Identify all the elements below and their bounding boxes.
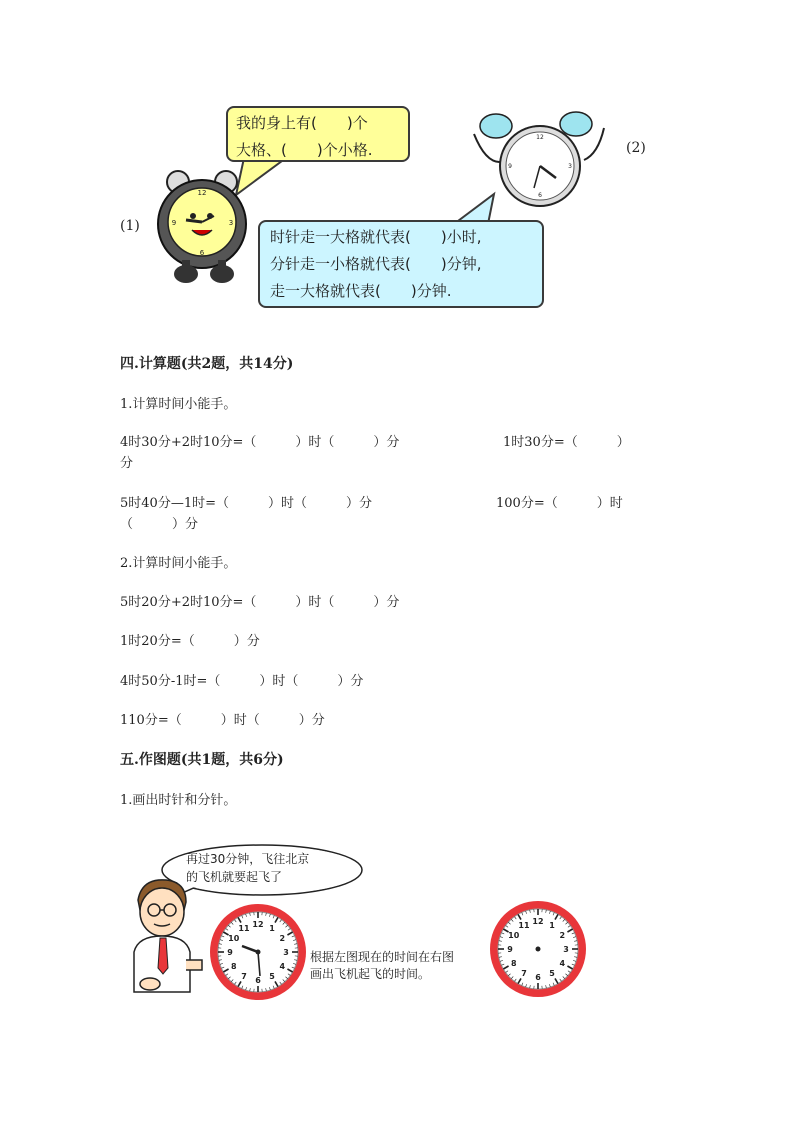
clock-number: 2	[559, 931, 566, 940]
q2-line: 5时20分+2时10分=（ ）时（ ）分	[120, 595, 400, 610]
clock-number: 3	[563, 945, 569, 954]
q1-line2c: （ ）分	[120, 517, 199, 532]
q1-line1b: 1时30分=（ ）	[503, 435, 630, 450]
instruction-line: 画出飞机起飞的时间。	[310, 967, 431, 981]
yellow-bubble-line: 大格、( )个小格.	[236, 141, 373, 159]
teacher-figure	[124, 876, 204, 996]
clock-number: 11	[518, 920, 530, 930]
svg-text:12: 12	[197, 189, 207, 197]
blue-bubble-line: 走一大格就代表( )分钟.	[270, 282, 452, 300]
q2-title: 2.计算时间小能手。	[120, 556, 237, 571]
left-clock	[208, 902, 308, 1002]
clock-number: 1	[549, 920, 555, 930]
clock-number: 3	[283, 948, 289, 957]
waving-clock	[466, 104, 616, 214]
q1-title: 1.计算时间小能手。	[120, 397, 237, 412]
speech-line: 的飞机就要起飞了	[186, 870, 283, 884]
q1-line2a: 5时40分—1时=（ ）时（ ）分	[120, 496, 372, 511]
clock-number: 5	[549, 969, 555, 979]
svg-text:6: 6	[538, 192, 542, 199]
instruction-text	[310, 949, 454, 983]
clock-number: 7	[241, 972, 247, 982]
clock-number: 4	[279, 962, 286, 971]
clock-number: 11	[238, 923, 250, 933]
q1-line1c: 分	[120, 456, 134, 471]
clock-number: 10	[228, 934, 240, 943]
svg-text:3: 3	[568, 163, 572, 170]
clock-number: 8	[230, 962, 237, 971]
clock-number: 1	[269, 923, 275, 933]
speech-line: 再过30分钟，飞往北京	[186, 852, 310, 866]
clock-number: 8	[510, 959, 517, 968]
label-1: (1)	[120, 218, 140, 234]
s5-q1-title: 1.画出时针和分针。	[120, 793, 237, 808]
svg-text:9: 9	[171, 219, 177, 227]
clock-number: 6	[535, 973, 541, 982]
svg-text:9: 9	[508, 163, 512, 170]
svg-text:3: 3	[228, 219, 234, 227]
clock-number: 9	[507, 945, 513, 954]
clock-center	[536, 947, 541, 952]
yellow-bubble-line: 我的身上有( )个	[236, 114, 368, 132]
speech-cloud-text	[186, 850, 309, 886]
right-clock	[488, 899, 588, 999]
alarm-clock-mascot	[148, 168, 258, 288]
section-5-title: 五.作图题(共1题，共6分)	[120, 752, 284, 768]
q2-line: 110分=（ ）时（ ）分	[120, 713, 325, 728]
clock-number: 5	[269, 972, 275, 982]
q1-line1a: 4时30分+2时10分=（ ）时（ ）分	[120, 435, 400, 450]
blue-bubble-line: 时针走一大格就代表( )小时,	[270, 228, 482, 246]
instruction-line: 根据左图现在的时间在右图	[310, 950, 455, 964]
yellow-speech-bubble	[226, 106, 410, 162]
blue-speech-bubble	[258, 220, 544, 308]
q1-line2b: 100分=（ ）时	[496, 496, 623, 511]
clock-center	[256, 950, 261, 955]
clock-number: 10	[508, 931, 520, 940]
clock-number: 4	[559, 959, 566, 968]
svg-text:12: 12	[536, 134, 544, 141]
svg-text:6: 6	[199, 249, 205, 257]
blue-bubble-line: 分针走一小格就代表( )分钟,	[270, 255, 482, 273]
clock-number: 9	[227, 948, 233, 957]
section-4-title: 四.计算题(共2题，共14分)	[120, 356, 294, 372]
clock-number: 2	[279, 934, 286, 943]
q2-line: 4时50分-1时=（ ）时（ ）分	[120, 674, 364, 689]
q2-line: 1时20分=（ ）分	[120, 634, 260, 649]
clock-number: 7	[521, 969, 527, 979]
clock-number: 12	[532, 917, 544, 926]
clock-number: 6	[255, 976, 261, 985]
clock-number: 12	[252, 920, 264, 929]
label-2: (2)	[626, 140, 646, 156]
